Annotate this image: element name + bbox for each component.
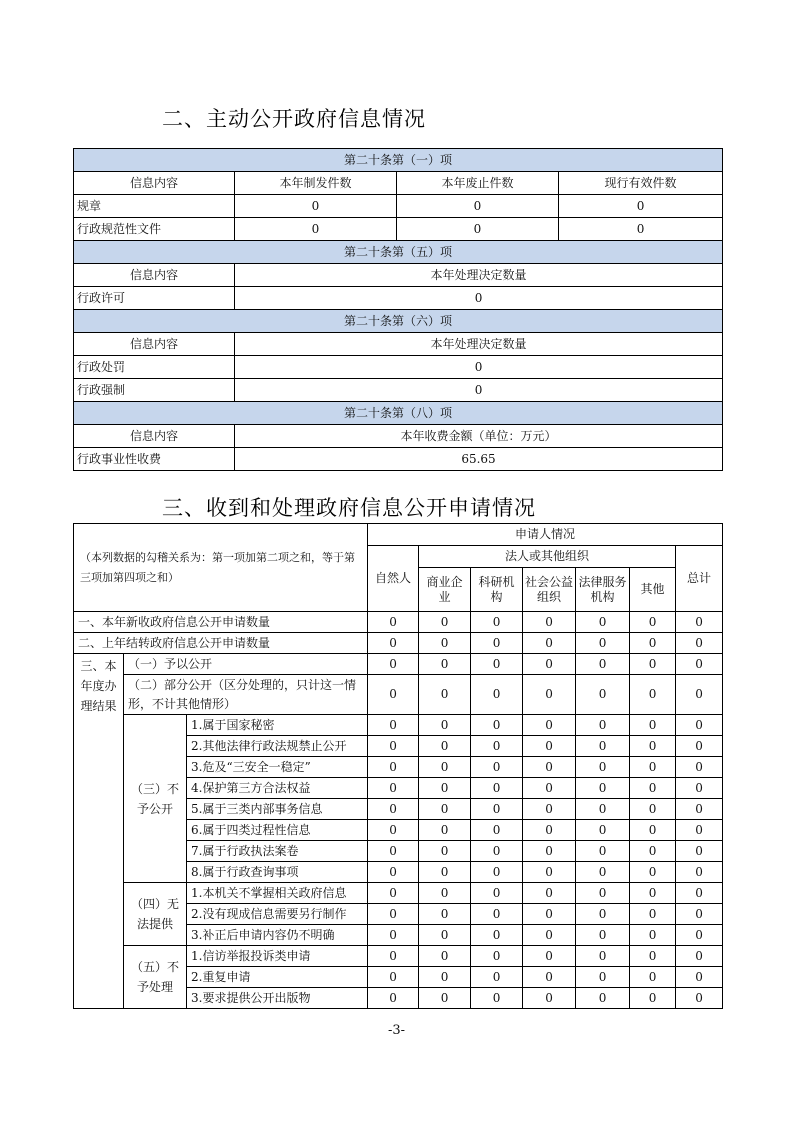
cell-value: 0 [419,715,471,736]
cell-value: 0 [523,757,576,778]
cell-value: 0 [676,654,723,675]
row-label: 行政事业性收费 [74,448,235,471]
cell-value: 0 [576,757,630,778]
cell-value: 0 [471,736,523,757]
table-header-row [74,264,723,287]
cell-value: 0 [630,715,676,736]
row-label: 行政处罚 [74,356,235,379]
row-label: 6.属于四类过程性信息 [187,820,368,841]
section-2-heading: 二、主动公开政府信息情况 [162,107,426,131]
cell-value: 0 [419,757,471,778]
cell-value: 0 [630,820,676,841]
table-row [74,675,723,715]
cell-value: 0 [368,715,419,736]
column-header: 本年制发件数 [235,172,397,195]
cell-value: 0 [630,612,676,633]
cell-value: 0 [676,736,723,757]
application-handling-table [73,523,723,1009]
cell-value: 0 [630,967,676,988]
cell-value: 0 [630,988,676,1009]
cell-value: 0 [676,675,723,715]
section-label: 第二十条第（一）项 [74,149,723,172]
cell-value: 0 [235,195,397,218]
row-label: 5.属于三类内部事务信息 [187,799,368,820]
cell-value: 0 [368,841,419,862]
row-label: 行政许可 [74,287,235,310]
cell-value: 0 [630,654,676,675]
table-header-row [74,172,723,195]
row-label: 2.没有现成信息需要另行制作 [187,904,368,925]
cell-value: 0 [471,757,523,778]
row-label: 1.本机关不掌握相关政府信息 [187,883,368,904]
cell-value: 0 [419,841,471,862]
cell-value: 0 [676,946,723,967]
cell-value: 0 [419,988,471,1009]
cell-value: 0 [523,904,576,925]
table-row [74,654,723,675]
cell-value: 0 [523,946,576,967]
cell-value: 0 [471,612,523,633]
cell-value: 0 [676,925,723,946]
cell-value: 0 [368,736,419,757]
row-label: 2.其他法律行政法规禁止公开 [187,736,368,757]
section-label: 第二十条第（五）项 [74,241,723,264]
legal-column-header: 其他 [630,568,676,612]
legal-column-header: 社会公益组织 [523,568,576,612]
cell-value: 0 [676,778,723,799]
cell-value: 0 [523,654,576,675]
cell-value: 0 [471,715,523,736]
cell-value: 0 [419,904,471,925]
cell-value: 0 [368,820,419,841]
table-row [74,287,723,310]
cell-value: 0 [368,778,419,799]
cell-value: 0 [471,862,523,883]
cell-value: 0 [630,904,676,925]
cell-value: 0 [419,675,471,715]
cell-value: 0 [368,654,419,675]
cell-value: 0 [523,715,576,736]
row-label: 行政规范性文件 [74,218,235,241]
table-row [74,448,723,471]
cell-value: 0 [523,799,576,820]
table-row [74,715,723,736]
table-row [74,883,723,904]
cell-value: 0 [471,946,523,967]
cell-value: 0 [630,799,676,820]
cell-value: 0 [419,633,471,654]
cell-value: 0 [576,883,630,904]
cell-value: 0 [576,799,630,820]
column-header: 本年处理决定数量 [235,264,723,287]
cell-value: 0 [471,925,523,946]
cell-value: 0 [576,841,630,862]
results-label: 三、本年度办理结果 [74,654,124,1009]
cell-value: 0 [235,379,723,402]
cell-value: 0 [419,925,471,946]
cell-value: 0 [523,820,576,841]
cell-value: 0 [523,675,576,715]
column-header: 信息内容 [74,425,235,448]
applicant-header: 申请人情况 [368,524,723,546]
cell-value: 0 [630,946,676,967]
cell-value: 0 [368,612,419,633]
cell-value: 0 [676,988,723,1009]
cell-value: 0 [471,633,523,654]
cell-value: 0 [630,778,676,799]
cell-value: 0 [368,633,419,654]
cell-value: 0 [576,925,630,946]
cell-value: 0 [576,736,630,757]
row-label: 8.属于行政查询事项 [187,862,368,883]
row-label: 3.补正后申请内容仍不明确 [187,925,368,946]
cell-value: 0 [630,862,676,883]
section-3-heading: 三、收到和处理政府信息公开申请情况 [162,496,536,520]
cell-value: 0 [368,967,419,988]
cell-value: 0 [368,883,419,904]
cell-value: 0 [419,862,471,883]
cell-value: 0 [676,757,723,778]
cell-value: 0 [419,967,471,988]
cell-value: 0 [576,946,630,967]
cell-value: 0 [471,675,523,715]
table-row [74,379,723,402]
row-label: 1.属于国家秘密 [187,715,368,736]
cell-value: 0 [576,654,630,675]
cell-value: 0 [368,862,419,883]
cell-value: 0 [676,883,723,904]
row-label: 一、本年新收政府信息公开申请数量 [74,612,368,633]
cell-value: 0 [523,633,576,654]
row-label: 行政强制 [74,379,235,402]
cell-value: 0 [676,633,723,654]
proactive-disclosure-table [73,148,723,471]
cell-value: 0 [471,883,523,904]
cell-value: 0 [471,799,523,820]
cell-value: 0 [630,633,676,654]
cell-value: 0 [368,675,419,715]
cell-value: 0 [523,862,576,883]
natural-person-header: 自然人 [368,546,419,612]
cell-value: 0 [419,654,471,675]
legal-column-header: 科研机构 [471,568,523,612]
cell-value: 0 [630,841,676,862]
cell-value: 0 [523,612,576,633]
cell-value: 0 [576,675,630,715]
reconciliation-note: （本列数据的勾稽关系为：第一项加第二项之和，等于第三项加第四项之和） [74,524,368,612]
column-header: 信息内容 [74,172,235,195]
cell-value: 0 [419,946,471,967]
table-row [74,633,723,654]
column-header: 本年处理决定数量 [235,333,723,356]
cell-value: 0 [397,218,559,241]
table-header-row [74,333,723,356]
cell-value: 0 [419,883,471,904]
cell-value: 0 [368,799,419,820]
cell-value: 0 [676,967,723,988]
cell-value: 0 [471,904,523,925]
cell-value: 0 [471,654,523,675]
cell-value: 0 [523,778,576,799]
cell-value: 0 [576,904,630,925]
cell-value: 0 [630,675,676,715]
cell-value: 0 [523,967,576,988]
column-header: 本年废止件数 [397,172,559,195]
group-label: （五）不予处理 [124,946,187,1009]
cell-value: 0 [419,778,471,799]
cell-value: 0 [419,736,471,757]
table-row [74,195,723,218]
cell-value: 0 [559,195,723,218]
cell-value: 0 [630,925,676,946]
column-header: 信息内容 [74,264,235,287]
row-label: （一）予以公开 [124,654,368,675]
table-row [74,218,723,241]
cell-value: 0 [576,820,630,841]
row-label: 2.重复申请 [187,967,368,988]
cell-value: 0 [523,988,576,1009]
cell-value: 0 [419,799,471,820]
legal-column-header: 商业企业 [419,568,471,612]
cell-value: 0 [397,195,559,218]
cell-value: 0 [676,841,723,862]
table-row [74,946,723,967]
group-label: （三）不予公开 [124,715,187,883]
cell-value: 0 [676,820,723,841]
cell-value: 0 [630,757,676,778]
section-label: 第二十条第（六）项 [74,310,723,333]
cell-value: 0 [523,883,576,904]
cell-value: 0 [419,820,471,841]
legal-column-header: 法律服务机构 [576,568,630,612]
cell-value: 0 [676,715,723,736]
cell-value: 0 [235,287,723,310]
cell-value: 0 [471,967,523,988]
cell-value: 65.65 [235,448,723,471]
cell-value: 0 [471,988,523,1009]
cell-value: 0 [676,904,723,925]
row-label: 3.危及“三安全一稳定” [187,757,368,778]
cell-value: 0 [576,862,630,883]
column-header: 本年收费金额（单位：万元） [235,425,723,448]
row-label: 规章 [74,195,235,218]
cell-value: 0 [576,633,630,654]
table-row [74,356,723,379]
cell-value: 0 [368,904,419,925]
cell-value: 0 [368,988,419,1009]
cell-value: 0 [235,218,397,241]
cell-value: 0 [523,841,576,862]
cell-value: 0 [576,715,630,736]
cell-value: 0 [559,218,723,241]
table-header-row [74,425,723,448]
row-label: 1.信访举报投诉类申请 [187,946,368,967]
cell-value: 0 [471,820,523,841]
group-label: （四）无法提供 [124,883,187,946]
row-label: 3.要求提供公开出版物 [187,988,368,1009]
cell-value: 0 [471,778,523,799]
cell-value: 0 [676,862,723,883]
cell-value: 0 [523,925,576,946]
cell-value: 0 [576,778,630,799]
cell-value: 0 [235,356,723,379]
cell-value: 0 [419,612,471,633]
cell-value: 0 [368,757,419,778]
cell-value: 0 [630,736,676,757]
cell-value: 0 [630,883,676,904]
cell-value: 0 [676,799,723,820]
section-label: 第二十条第（八）项 [74,402,723,425]
row-label: 7.属于行政执法案卷 [187,841,368,862]
page-number: -3- [387,1023,406,1038]
legal-entity-header: 法人或其他组织 [419,546,676,568]
cell-value: 0 [368,925,419,946]
row-label: （二）部分公开（区分处理的，只计这一情形，不计其他情形） [124,675,368,715]
total-header: 总计 [676,546,723,612]
cell-value: 0 [576,967,630,988]
column-header: 现行有效件数 [559,172,723,195]
cell-value: 0 [368,946,419,967]
cell-value: 0 [523,736,576,757]
row-label: 4.保护第三方合法权益 [187,778,368,799]
cell-value: 0 [676,612,723,633]
cell-value: 0 [576,988,630,1009]
column-header: 信息内容 [74,333,235,356]
cell-value: 0 [576,612,630,633]
table-row [74,612,723,633]
cell-value: 0 [471,841,523,862]
row-label: 二、上年结转政府信息公开申请数量 [74,633,368,654]
